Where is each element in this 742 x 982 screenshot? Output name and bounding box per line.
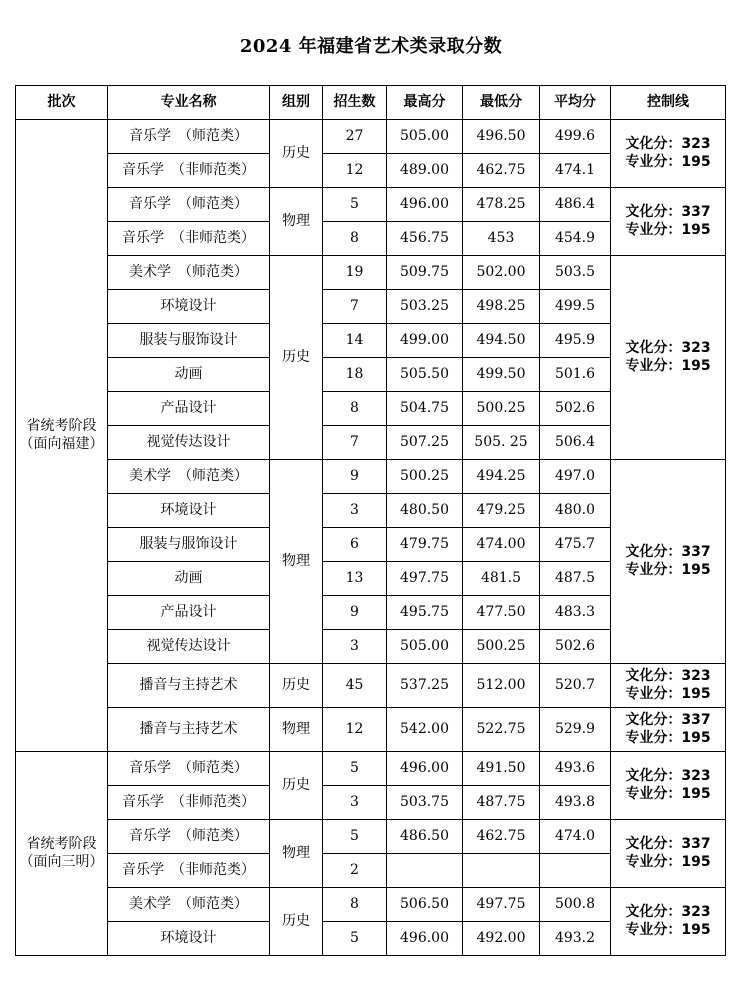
- enrollment-count-cell: 5: [323, 820, 387, 854]
- culture-score-line: 文化分：323: [625, 904, 711, 920]
- major-score-line: 专业分：195: [625, 685, 711, 702]
- table-body: [16, 120, 726, 956]
- control-line-cell: [611, 664, 726, 708]
- batch-label-line: 省统考阶段: [26, 836, 97, 852]
- min-score-cell: 505. 25: [463, 426, 540, 460]
- min-score-cell: 462.75: [463, 820, 540, 854]
- major-score-line: 专业分：195: [625, 921, 711, 938]
- avg-score-cell: 493.8: [540, 786, 611, 820]
- table-row: [16, 256, 726, 290]
- avg-score-cell: 499.5: [540, 290, 611, 324]
- avg-score-cell: 475.7: [540, 528, 611, 562]
- enrollment-count-cell: 5: [323, 188, 387, 222]
- culture-score-line: 文化分：337: [625, 712, 711, 728]
- culture-score-line: 文化分：323: [625, 340, 711, 356]
- avg-score-cell: 495.9: [540, 324, 611, 358]
- max-score-cell: [387, 854, 463, 888]
- enrollment-count-cell: 7: [323, 290, 387, 324]
- enrollment-count-cell: 14: [323, 324, 387, 358]
- max-score-cell: 504.75: [387, 392, 463, 426]
- table-row: [16, 460, 726, 494]
- group-cell: 物理: [270, 708, 323, 752]
- major-name-cell: 环境设计: [108, 290, 270, 324]
- min-score-cell: 494.50: [463, 324, 540, 358]
- header-max-score: 最高分: [387, 86, 463, 120]
- max-score-cell: 507.25: [387, 426, 463, 460]
- avg-score-cell: 503.5: [540, 256, 611, 290]
- min-score-cell: 481.5: [463, 562, 540, 596]
- major-score-line: 专业分：195: [625, 785, 711, 802]
- table-row: [16, 888, 726, 922]
- avg-score-cell: 474.1: [540, 154, 611, 188]
- admission-score-table: [15, 85, 726, 956]
- enrollment-count-cell: 6: [323, 528, 387, 562]
- max-score-cell: 509.75: [387, 256, 463, 290]
- min-score-cell: 487.75: [463, 786, 540, 820]
- max-score-cell: 486.50: [387, 820, 463, 854]
- min-score-cell: 500.25: [463, 630, 540, 664]
- avg-score-cell: 520.7: [540, 664, 611, 708]
- control-line-cell: [611, 256, 726, 460]
- batch-cell: [16, 752, 108, 956]
- min-score-cell: [463, 854, 540, 888]
- min-score-cell: 497.75: [463, 888, 540, 922]
- major-score-line: 专业分：195: [625, 853, 711, 870]
- table-header-row: [16, 86, 726, 120]
- max-score-cell: 505.00: [387, 120, 463, 154]
- major-name-cell: 环境设计: [108, 494, 270, 528]
- group-cell: 物理: [270, 188, 323, 256]
- major-name-cell: 播音与主持艺术: [108, 664, 270, 708]
- major-name-cell: 环境设计: [108, 922, 270, 956]
- max-score-cell: 503.25: [387, 290, 463, 324]
- min-score-cell: 494.25: [463, 460, 540, 494]
- avg-score-cell: 502.6: [540, 630, 611, 664]
- culture-score-line: 文化分：337: [625, 836, 711, 852]
- batch-label-line: （面向三明）: [19, 853, 104, 870]
- page-title: 2024 年福建省艺术类录取分数: [239, 36, 503, 57]
- major-name-cell: 动画: [108, 358, 270, 392]
- max-score-cell: 506.50: [387, 888, 463, 922]
- control-line-cell: [611, 120, 726, 188]
- group-cell: 历史: [270, 664, 323, 708]
- major-name-cell: 音乐学 （非师范类）: [108, 154, 270, 188]
- enrollment-count-cell: 5: [323, 922, 387, 956]
- header-avg-score: 平均分: [540, 86, 611, 120]
- max-score-cell: 497.75: [387, 562, 463, 596]
- culture-score-line: 文化分：337: [625, 204, 711, 220]
- avg-score-cell: 483.3: [540, 596, 611, 630]
- major-score-line: 专业分：195: [625, 561, 711, 578]
- group-cell: 物理: [270, 460, 323, 664]
- min-score-cell: 512.00: [463, 664, 540, 708]
- group-cell: 历史: [270, 256, 323, 460]
- header-control-line: 控制线: [611, 86, 726, 120]
- major-name-cell: 服装与服饰设计: [108, 528, 270, 562]
- max-score-cell: 505.50: [387, 358, 463, 392]
- max-score-cell: 503.75: [387, 786, 463, 820]
- header-batch: 批次: [16, 86, 108, 120]
- enrollment-count-cell: 12: [323, 154, 387, 188]
- enrollment-count-cell: 7: [323, 426, 387, 460]
- avg-score-cell: 487.5: [540, 562, 611, 596]
- enrollment-count-cell: 3: [323, 630, 387, 664]
- avg-score-cell: 454.9: [540, 222, 611, 256]
- enrollment-count-cell: 13: [323, 562, 387, 596]
- avg-score-cell: 480.0: [540, 494, 611, 528]
- major-name-cell: 产品设计: [108, 392, 270, 426]
- max-score-cell: 456.75: [387, 222, 463, 256]
- avg-score-cell: 474.0: [540, 820, 611, 854]
- enrollment-count-cell: 8: [323, 222, 387, 256]
- group-cell: 历史: [270, 752, 323, 820]
- enrollment-count-cell: 19: [323, 256, 387, 290]
- major-name-cell: 音乐学 （师范类）: [108, 752, 270, 786]
- avg-score-cell: 500.8: [540, 888, 611, 922]
- major-name-cell: 播音与主持艺术: [108, 708, 270, 752]
- major-name-cell: 美术学 （师范类）: [108, 256, 270, 290]
- major-name-cell: 音乐学 （非师范类）: [108, 222, 270, 256]
- min-score-cell: 492.00: [463, 922, 540, 956]
- max-score-cell: 499.00: [387, 324, 463, 358]
- min-score-cell: 491.50: [463, 752, 540, 786]
- batch-cell: [16, 120, 108, 752]
- major-name-cell: 视觉传达设计: [108, 426, 270, 460]
- min-score-cell: 477.50: [463, 596, 540, 630]
- min-score-cell: 462.75: [463, 154, 540, 188]
- enrollment-count-cell: 45: [323, 664, 387, 708]
- major-score-line: 专业分：195: [625, 357, 711, 374]
- min-score-cell: 474.00: [463, 528, 540, 562]
- enrollment-count-cell: 18: [323, 358, 387, 392]
- avg-score-cell: 497.0: [540, 460, 611, 494]
- major-score-line: 专业分：195: [625, 153, 711, 170]
- max-score-cell: 496.00: [387, 188, 463, 222]
- avg-score-cell: 493.6: [540, 752, 611, 786]
- avg-score-cell: [540, 854, 611, 888]
- culture-score-line: 文化分：323: [625, 136, 711, 152]
- min-score-cell: 496.50: [463, 120, 540, 154]
- header-group: 组别: [270, 86, 323, 120]
- enrollment-count-cell: 27: [323, 120, 387, 154]
- min-score-cell: 502.00: [463, 256, 540, 290]
- control-line-cell: [611, 752, 726, 820]
- control-line-cell: [611, 820, 726, 888]
- header-enrollment: 招生数: [323, 86, 387, 120]
- group-cell: 历史: [270, 888, 323, 956]
- min-score-cell: 478.25: [463, 188, 540, 222]
- enrollment-count-cell: 3: [323, 494, 387, 528]
- culture-score-line: 文化分：323: [625, 668, 711, 684]
- major-name-cell: 动画: [108, 562, 270, 596]
- major-name-cell: 美术学 （师范类）: [108, 460, 270, 494]
- table-row: [16, 752, 726, 786]
- avg-score-cell: 506.4: [540, 426, 611, 460]
- max-score-cell: 495.75: [387, 596, 463, 630]
- avg-score-cell: 499.6: [540, 120, 611, 154]
- major-name-cell: 视觉传达设计: [108, 630, 270, 664]
- enrollment-count-cell: 8: [323, 392, 387, 426]
- max-score-cell: 496.00: [387, 922, 463, 956]
- major-name-cell: 音乐学 （师范类）: [108, 820, 270, 854]
- avg-score-cell: 486.4: [540, 188, 611, 222]
- max-score-cell: 496.00: [387, 752, 463, 786]
- table-row: [16, 664, 726, 708]
- major-name-cell: 美术学 （师范类）: [108, 888, 270, 922]
- enrollment-count-cell: 9: [323, 460, 387, 494]
- major-name-cell: 音乐学 （非师范类）: [108, 786, 270, 820]
- min-score-cell: 499.50: [463, 358, 540, 392]
- table-row: [16, 820, 726, 854]
- avg-score-cell: 502.6: [540, 392, 611, 426]
- culture-score-line: 文化分：337: [625, 544, 711, 560]
- control-line-cell: [611, 888, 726, 956]
- group-cell: 历史: [270, 120, 323, 188]
- min-score-cell: 500.25: [463, 392, 540, 426]
- control-line-cell: [611, 708, 726, 752]
- avg-score-cell: 529.9: [540, 708, 611, 752]
- batch-label-line: （面向福建）: [19, 435, 104, 452]
- max-score-cell: 479.75: [387, 528, 463, 562]
- major-name-cell: 音乐学 （师范类）: [108, 188, 270, 222]
- enrollment-count-cell: 9: [323, 596, 387, 630]
- max-score-cell: 505.00: [387, 630, 463, 664]
- enrollment-count-cell: 3: [323, 786, 387, 820]
- enrollment-count-cell: 12: [323, 708, 387, 752]
- min-score-cell: 479.25: [463, 494, 540, 528]
- group-cell: 物理: [270, 820, 323, 888]
- avg-score-cell: 493.2: [540, 922, 611, 956]
- major-name-cell: 音乐学 （非师范类）: [108, 854, 270, 888]
- table-row: [16, 188, 726, 222]
- table-row: [16, 120, 726, 154]
- max-score-cell: 480.50: [387, 494, 463, 528]
- major-name-cell: 服装与服饰设计: [108, 324, 270, 358]
- header-major: 专业名称: [108, 86, 270, 120]
- control-line-cell: [611, 188, 726, 256]
- enrollment-count-cell: 2: [323, 854, 387, 888]
- major-name-cell: 产品设计: [108, 596, 270, 630]
- control-line-cell: [611, 460, 726, 664]
- max-score-cell: 500.25: [387, 460, 463, 494]
- enrollment-count-cell: 8: [323, 888, 387, 922]
- min-score-cell: 498.25: [463, 290, 540, 324]
- batch-label-line: 省统考阶段: [26, 418, 97, 434]
- culture-score-line: 文化分：323: [625, 768, 711, 784]
- max-score-cell: 489.00: [387, 154, 463, 188]
- min-score-cell: 453: [463, 222, 540, 256]
- major-score-line: 专业分：195: [625, 221, 711, 238]
- min-score-cell: 522.75: [463, 708, 540, 752]
- major-score-line: 专业分：195: [625, 729, 711, 746]
- header-min-score: 最低分: [463, 86, 540, 120]
- avg-score-cell: 501.6: [540, 358, 611, 392]
- table-row: [16, 708, 726, 752]
- major-name-cell: 音乐学 （师范类）: [108, 120, 270, 154]
- max-score-cell: 537.25: [387, 664, 463, 708]
- max-score-cell: 542.00: [387, 708, 463, 752]
- enrollment-count-cell: 5: [323, 752, 387, 786]
